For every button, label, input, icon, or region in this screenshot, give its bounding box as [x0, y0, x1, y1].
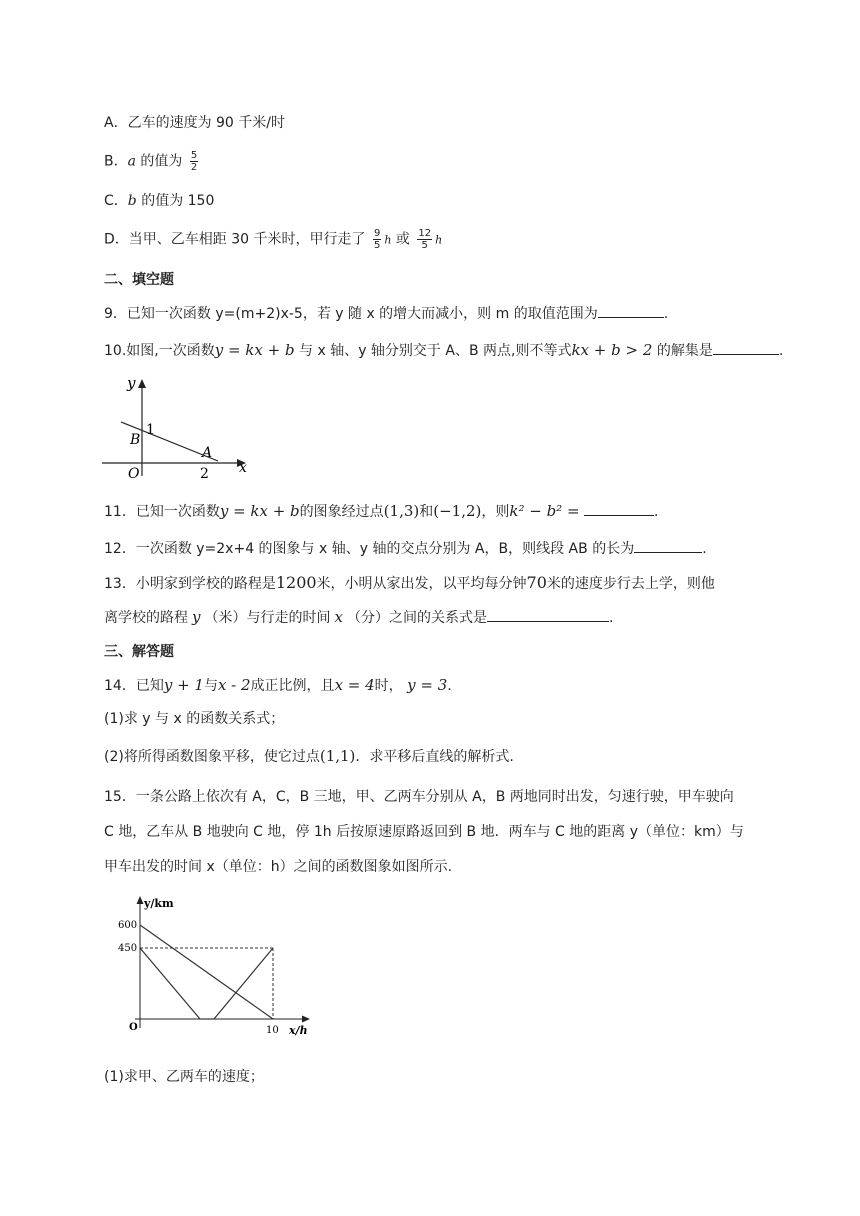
label-a: A: [202, 445, 213, 461]
fraction: $\frac{5}{2}$: [190, 150, 198, 173]
x-label: x: [239, 460, 247, 476]
label-o: O: [128, 466, 140, 482]
answer-blank: [713, 340, 779, 355]
y-axis-arrow: [137, 896, 144, 904]
option-d: D．当甲、乙车相距 30 千米时，甲行走了 $\frac{9}{5}$ h 或 $\frac{12}{5}$ h: [104, 228, 443, 251]
question-15-line3: 甲车出发的时间 x（单位：h）之间的函数图象如图所示.: [104, 859, 453, 875]
question-14: 14．已知y + 1与x - 2成正比例，且x = 4时， y = 3.: [104, 676, 452, 694]
question-11: 11．已知一次函数y = kx + b的图象经过点(1,3)和(−1,2)，则k² − b² = .: [104, 502, 659, 520]
answer-blank: [584, 501, 654, 516]
question-13-line2: 离学校的路程 y （米）与行走的时间 x （分）之间的关系式是 .: [104, 608, 614, 626]
label-b: B: [130, 432, 141, 448]
fraction: $\frac{12}{5}$: [418, 228, 432, 251]
q10-graph: [96, 370, 256, 482]
x-axis-arrow: [302, 1016, 310, 1023]
question-10: 10.如图,一次函数y = kx + b 与 x 轴、y 轴分别交于 A、B 两点,则不等式kx + b > 2 的解集是 .: [104, 341, 784, 359]
answer-blank: [487, 607, 609, 622]
option-a: A．乙车的速度为 90 千米/时: [104, 115, 286, 131]
question-13-line1: 13．小明家到学校的路程是1200米，小明从家出发，以平均每分钟70米的速度步行去上学，则他: [104, 573, 715, 592]
label-1: 1: [146, 422, 155, 438]
y-axis-label: y/km: [144, 897, 174, 910]
origin-label: O: [129, 1022, 138, 1033]
question-14-part2: (2)将所得函数图象平移，使它过点(1,1)．求平移后直线的解析式.: [104, 747, 514, 765]
question-14-part1: (1)求 y 与 x 的函数关系式；: [104, 711, 285, 727]
y-axis-arrow: [138, 379, 146, 388]
question-15-line2: C 地，乙车从 B 地驶向 C 地，停 1h 后按原速原路返回到 B 地．两车与 C 地的距离 y（单位：km）与: [104, 824, 744, 840]
answer-blank: [598, 303, 664, 318]
y-label: y: [127, 374, 136, 392]
label-2: 2: [200, 466, 209, 482]
car-b-line-down: [140, 948, 200, 1019]
answer-blank: [634, 538, 702, 553]
section-heading: 二、填空题: [104, 272, 174, 288]
tick-600: 600: [118, 920, 138, 931]
option-c: C．b 的值为 150: [104, 193, 215, 209]
tick-450: 450: [118, 943, 138, 954]
option-b: B．a 的值为 $\frac{5}{2}$: [104, 150, 198, 173]
tick-10: 10: [266, 1025, 279, 1036]
x-axis-label: x/h: [289, 1024, 308, 1037]
q15-graph: [110, 888, 320, 1040]
question-15-line1: 15．一条公路上依次有 A，C，B 三地，甲、乙两车分别从 A，B 两地同时出发，匀速行驶，甲车驶向: [104, 789, 734, 805]
question-15-part1: (1)求甲、乙两车的速度；: [104, 1069, 264, 1085]
fraction: $\frac{9}{5}$: [373, 228, 381, 251]
question-9: 9．已知一次函数 y=(m+2)x-5，若 y 随 x 的增大而减小，则 m 的取值范围为 .: [104, 303, 668, 324]
question-12: 12．一次函数 y=2x+4 的图象与 x 轴、y 轴的交点分别为 A，B，则线段 AB 的长为 .: [104, 538, 707, 559]
section-heading: 三、解答题: [104, 644, 174, 660]
